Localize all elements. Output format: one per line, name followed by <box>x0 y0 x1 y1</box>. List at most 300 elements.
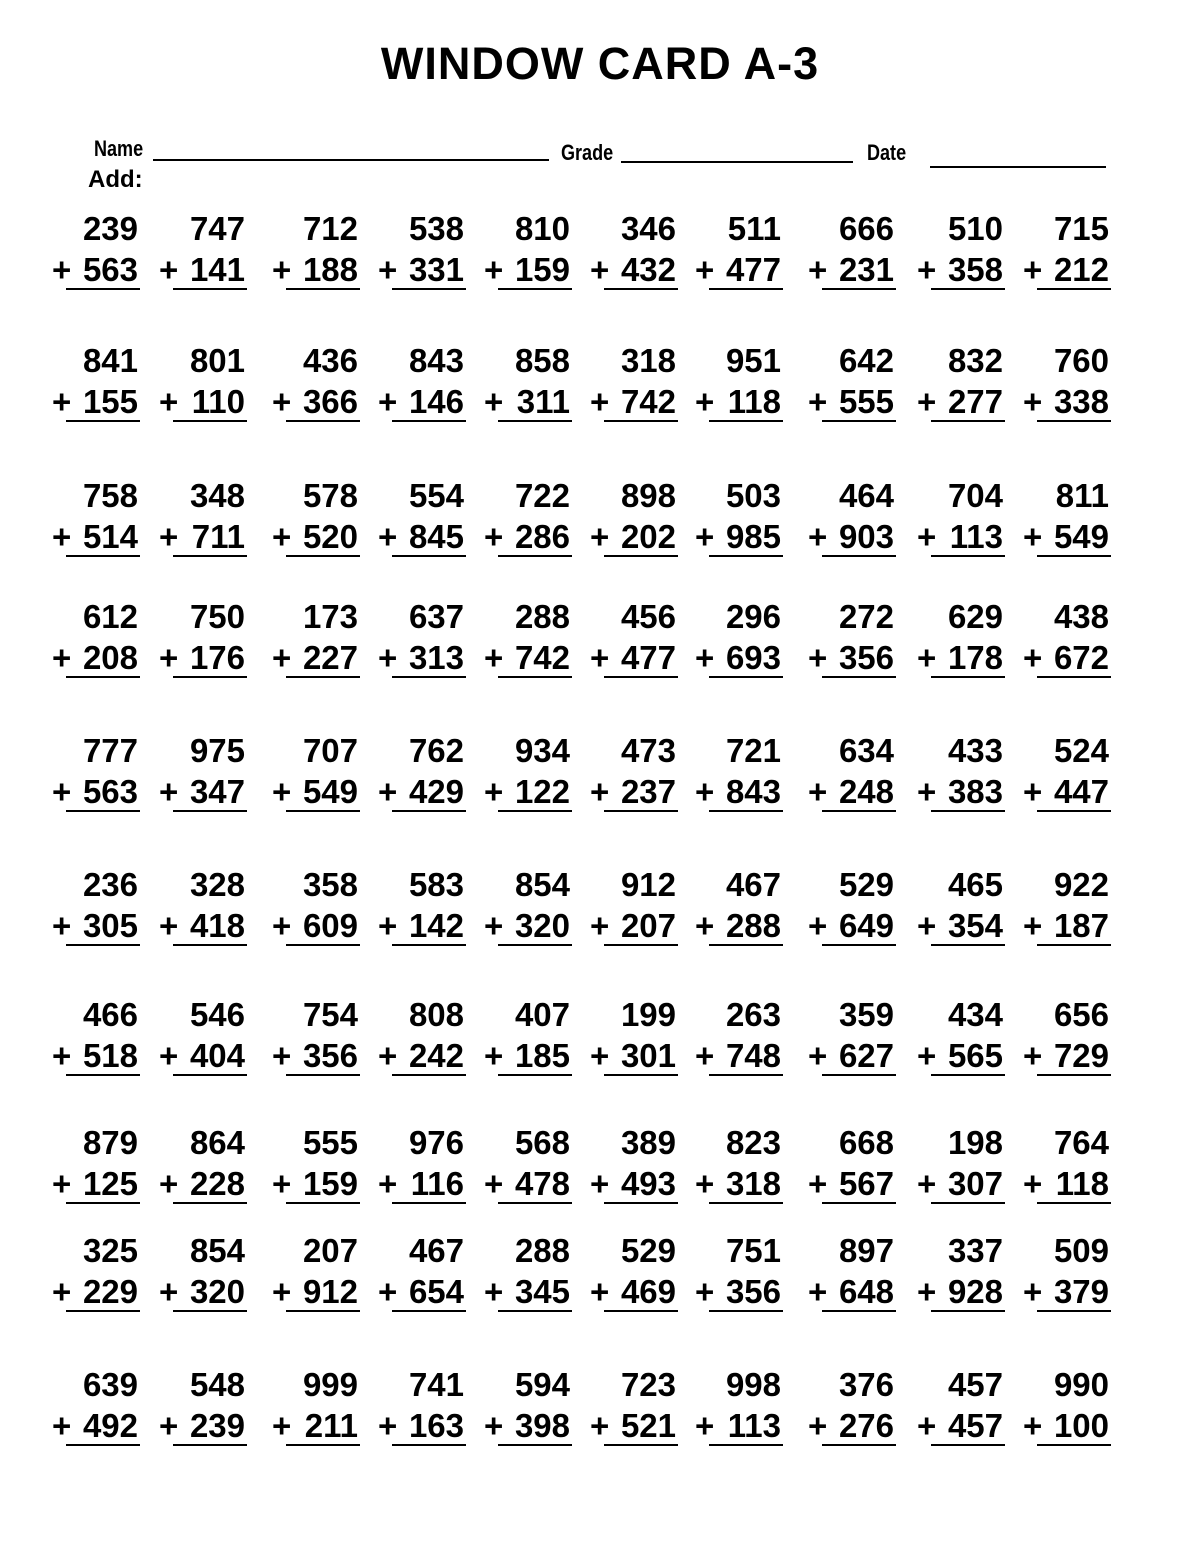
answer-line[interactable] <box>931 676 1005 678</box>
bottom-addend: 549 <box>1053 518 1109 555</box>
bottom-addend: 229 <box>82 1273 138 1310</box>
top-addend: 296 <box>725 598 781 635</box>
plus-sign: + <box>917 1273 937 1310</box>
addition-problem <box>272 1123 360 1209</box>
answer-line[interactable] <box>173 1310 247 1312</box>
answer-line[interactable] <box>498 1074 572 1076</box>
answer-line[interactable] <box>498 555 572 557</box>
addition-problem <box>484 476 572 562</box>
plus-sign: + <box>695 639 715 676</box>
plus-sign: + <box>378 383 398 420</box>
answer-line[interactable] <box>173 676 247 678</box>
answer-line[interactable] <box>173 1074 247 1076</box>
plus-sign: + <box>484 639 504 676</box>
bottom-addend: 338 <box>1053 383 1109 420</box>
plus-sign: + <box>695 518 715 555</box>
answer-line[interactable] <box>822 1444 896 1446</box>
answer-line[interactable] <box>286 944 360 946</box>
addition-problem <box>378 476 466 562</box>
answer-line[interactable] <box>709 944 783 946</box>
plus-sign: + <box>272 907 292 944</box>
plus-sign: + <box>272 1407 292 1444</box>
answer-line[interactable] <box>392 1310 466 1312</box>
plus-sign: + <box>159 1273 179 1310</box>
top-addend: 721 <box>725 732 781 769</box>
answer-line[interactable] <box>66 420 140 422</box>
answer-line[interactable] <box>66 288 140 290</box>
answer-line[interactable] <box>709 1074 783 1076</box>
top-addend: 922 <box>1053 866 1109 903</box>
bottom-addend: 320 <box>189 1273 245 1310</box>
answer-line[interactable] <box>822 944 896 946</box>
answer-line[interactable] <box>498 288 572 290</box>
plus-sign: + <box>484 518 504 555</box>
answer-line[interactable] <box>498 1202 572 1204</box>
top-addend: 198 <box>947 1124 1003 1161</box>
addition-problem <box>484 865 572 951</box>
answer-line[interactable] <box>66 944 140 946</box>
bottom-addend: 155 <box>82 383 138 420</box>
addition-problem <box>52 476 140 562</box>
answer-line[interactable] <box>392 944 466 946</box>
bottom-addend: 178 <box>947 639 1003 676</box>
answer-line[interactable] <box>1037 1202 1111 1204</box>
top-addend: 358 <box>302 866 358 903</box>
plus-sign: + <box>917 907 937 944</box>
addition-problem <box>808 995 896 1081</box>
bottom-addend: 228 <box>189 1165 245 1202</box>
bottom-addend: 383 <box>947 773 1003 810</box>
answer-line[interactable] <box>498 944 572 946</box>
answer-line[interactable] <box>709 810 783 812</box>
answer-line[interactable] <box>931 420 1005 422</box>
top-addend: 898 <box>620 477 676 514</box>
top-addend: 668 <box>838 1124 894 1161</box>
bottom-addend: 742 <box>620 383 676 420</box>
addition-problem <box>159 341 247 427</box>
answer-line[interactable] <box>286 1074 360 1076</box>
bottom-addend: 843 <box>725 773 781 810</box>
addition-problem <box>159 1123 247 1209</box>
answer-line[interactable] <box>173 288 247 290</box>
bottom-addend: 146 <box>408 383 464 420</box>
answer-line[interactable] <box>822 288 896 290</box>
addition-problem <box>484 1365 572 1451</box>
addition-problem <box>378 1365 466 1451</box>
plus-sign: + <box>808 773 828 810</box>
answer-line[interactable] <box>286 555 360 557</box>
top-addend: 473 <box>620 732 676 769</box>
answer-line[interactable] <box>498 676 572 678</box>
answer-line[interactable] <box>604 810 678 812</box>
answer-line[interactable] <box>173 555 247 557</box>
answer-line[interactable] <box>604 555 678 557</box>
addition-problem <box>695 1123 783 1209</box>
bottom-addend: 366 <box>302 383 358 420</box>
bottom-addend: 379 <box>1053 1273 1109 1310</box>
bottom-addend: 469 <box>620 1273 676 1310</box>
top-addend: 288 <box>514 598 570 635</box>
answer-line[interactable] <box>709 420 783 422</box>
answer-line[interactable] <box>286 1202 360 1204</box>
answer-line[interactable] <box>286 810 360 812</box>
bottom-addend: 231 <box>838 251 894 288</box>
bottom-addend: 163 <box>408 1407 464 1444</box>
plus-sign: + <box>272 1037 292 1074</box>
bottom-addend: 318 <box>725 1165 781 1202</box>
bottom-addend: 711 <box>191 518 245 555</box>
bottom-addend: 122 <box>514 773 570 810</box>
plus-sign: + <box>484 1407 504 1444</box>
top-addend: 723 <box>620 1366 676 1403</box>
plus-sign: + <box>378 773 398 810</box>
plus-sign: + <box>272 251 292 288</box>
addition-problem <box>590 597 678 683</box>
addition-problem <box>272 476 360 562</box>
addition-problem <box>272 731 360 817</box>
addition-problem <box>52 209 140 295</box>
top-addend: 263 <box>725 996 781 1033</box>
answer-line[interactable] <box>66 1310 140 1312</box>
addition-problem <box>590 341 678 427</box>
bottom-addend: 311 <box>516 383 570 420</box>
bottom-addend: 648 <box>838 1273 894 1310</box>
plus-sign: + <box>52 1165 72 1202</box>
bottom-addend: 356 <box>838 639 894 676</box>
top-addend: 236 <box>82 866 138 903</box>
plus-sign: + <box>159 773 179 810</box>
answer-line[interactable] <box>709 676 783 678</box>
bottom-addend: 159 <box>302 1165 358 1202</box>
bottom-addend: 404 <box>189 1037 245 1074</box>
plus-sign: + <box>52 773 72 810</box>
answer-line[interactable] <box>392 555 466 557</box>
top-addend: 976 <box>408 1124 464 1161</box>
answer-line[interactable] <box>66 1202 140 1204</box>
top-addend: 858 <box>514 342 570 379</box>
answer-line[interactable] <box>498 420 572 422</box>
answer-line[interactable] <box>931 810 1005 812</box>
plus-sign: + <box>272 639 292 676</box>
plus-sign: + <box>52 251 72 288</box>
answer-line[interactable] <box>822 1310 896 1312</box>
bottom-addend: 113 <box>949 518 1003 555</box>
answer-line[interactable] <box>392 810 466 812</box>
addition-problem <box>695 865 783 951</box>
bottom-addend: 202 <box>620 518 676 555</box>
answer-line[interactable] <box>604 288 678 290</box>
answer-line[interactable] <box>66 810 140 812</box>
top-addend: 998 <box>725 1366 781 1403</box>
answer-line[interactable] <box>709 1444 783 1446</box>
top-addend: 524 <box>1053 732 1109 769</box>
top-addend: 629 <box>947 598 1003 635</box>
top-addend: 639 <box>82 1366 138 1403</box>
addition-problem <box>159 209 247 295</box>
answer-line[interactable] <box>931 1444 1005 1446</box>
answer-line[interactable] <box>604 1310 678 1312</box>
top-addend: 750 <box>189 598 245 635</box>
addition-problem <box>1023 1365 1111 1451</box>
bottom-addend: 567 <box>838 1165 894 1202</box>
addition-problem <box>52 995 140 1081</box>
top-addend: 239 <box>82 210 138 247</box>
answer-line[interactable] <box>1037 810 1111 812</box>
addition-problem <box>695 209 783 295</box>
grade-label: Grade <box>561 140 614 165</box>
answer-line[interactable] <box>66 1074 140 1076</box>
addition-problem <box>52 1365 140 1451</box>
answer-line[interactable] <box>173 420 247 422</box>
bottom-addend: 521 <box>620 1407 676 1444</box>
plus-sign: + <box>808 1407 828 1444</box>
bottom-addend: 141 <box>189 251 245 288</box>
answer-line[interactable] <box>392 676 466 678</box>
answer-line[interactable] <box>173 810 247 812</box>
plus-sign: + <box>272 773 292 810</box>
bottom-addend: 305 <box>82 907 138 944</box>
top-addend: 456 <box>620 598 676 635</box>
answer-line[interactable] <box>66 1444 140 1446</box>
answer-line[interactable] <box>709 1202 783 1204</box>
bottom-addend: 227 <box>302 639 358 676</box>
top-addend: 337 <box>947 1232 1003 1269</box>
answer-line[interactable] <box>604 1444 678 1446</box>
top-addend: 359 <box>838 996 894 1033</box>
plus-sign: + <box>159 251 179 288</box>
addition-problem <box>695 341 783 427</box>
answer-line[interactable] <box>931 288 1005 290</box>
answer-line[interactable] <box>1037 676 1111 678</box>
top-addend: 503 <box>725 477 781 514</box>
answer-line[interactable] <box>1037 288 1111 290</box>
addition-problem <box>695 597 783 683</box>
answer-line[interactable] <box>1037 1310 1111 1312</box>
answer-line[interactable] <box>1037 420 1111 422</box>
answer-line[interactable] <box>822 676 896 678</box>
top-addend: 879 <box>82 1124 138 1161</box>
addition-problem <box>484 1231 572 1317</box>
top-addend: 538 <box>408 210 464 247</box>
bottom-addend: 125 <box>82 1165 138 1202</box>
answer-line[interactable] <box>286 420 360 422</box>
answer-line[interactable] <box>822 1202 896 1204</box>
addition-problem <box>378 1123 466 1209</box>
top-addend: 346 <box>620 210 676 247</box>
answer-line[interactable] <box>822 810 896 812</box>
plus-sign: + <box>1023 251 1043 288</box>
bottom-addend: 492 <box>82 1407 138 1444</box>
bottom-addend: 672 <box>1053 639 1109 676</box>
answer-line[interactable] <box>173 1202 247 1204</box>
bottom-addend: 912 <box>302 1273 358 1310</box>
bottom-addend: 118 <box>727 383 781 420</box>
plus-sign: + <box>484 251 504 288</box>
bottom-addend: 627 <box>838 1037 894 1074</box>
answer-line[interactable] <box>392 1074 466 1076</box>
plus-sign: + <box>159 1407 179 1444</box>
addition-problem <box>52 1231 140 1317</box>
top-addend: 764 <box>1053 1124 1109 1161</box>
plus-sign: + <box>590 639 610 676</box>
answer-line[interactable] <box>604 420 678 422</box>
plus-sign: + <box>808 639 828 676</box>
top-addend: 715 <box>1053 210 1109 247</box>
addition-problem <box>590 1231 678 1317</box>
addition-problem <box>272 597 360 683</box>
plus-sign: + <box>484 773 504 810</box>
answer-line[interactable] <box>66 676 140 678</box>
top-addend: 583 <box>408 866 464 903</box>
addition-problem <box>1023 597 1111 683</box>
bottom-addend: 845 <box>408 518 464 555</box>
top-addend: 897 <box>838 1232 894 1269</box>
answer-line[interactable] <box>931 1074 1005 1076</box>
bottom-addend: 549 <box>302 773 358 810</box>
addition-problem <box>808 731 896 817</box>
plus-sign: + <box>590 518 610 555</box>
bottom-addend: 320 <box>514 907 570 944</box>
top-addend: 760 <box>1053 342 1109 379</box>
addition-problem <box>917 597 1005 683</box>
plus-sign: + <box>52 907 72 944</box>
top-addend: 990 <box>1053 1366 1109 1403</box>
top-addend: 348 <box>189 477 245 514</box>
answer-line[interactable] <box>173 944 247 946</box>
answer-line[interactable] <box>931 555 1005 557</box>
bottom-addend: 207 <box>620 907 676 944</box>
answer-line[interactable] <box>392 288 466 290</box>
answer-line[interactable] <box>286 1310 360 1312</box>
answer-line[interactable] <box>1037 1074 1111 1076</box>
answer-line[interactable] <box>709 288 783 290</box>
plus-sign: + <box>272 1273 292 1310</box>
top-addend: 465 <box>947 866 1003 903</box>
plus-sign: + <box>917 518 937 555</box>
bottom-addend: 142 <box>408 907 464 944</box>
addition-problem <box>808 209 896 295</box>
answer-line[interactable] <box>286 1444 360 1446</box>
bottom-addend: 654 <box>408 1273 464 1310</box>
plus-sign: + <box>378 639 398 676</box>
addition-problem <box>52 1123 140 1209</box>
plus-sign: + <box>590 1407 610 1444</box>
answer-line[interactable] <box>498 1444 572 1446</box>
answer-line[interactable] <box>66 555 140 557</box>
plus-sign: + <box>590 1273 610 1310</box>
answer-line[interactable] <box>286 288 360 290</box>
answer-line[interactable] <box>931 944 1005 946</box>
bottom-addend: 288 <box>725 907 781 944</box>
answer-line[interactable] <box>286 676 360 678</box>
answer-line[interactable] <box>173 1444 247 1446</box>
top-addend: 754 <box>302 996 358 1033</box>
addition-problem <box>378 995 466 1081</box>
plus-sign: + <box>378 1037 398 1074</box>
addition-problem <box>159 731 247 817</box>
plus-sign: + <box>378 1407 398 1444</box>
answer-line[interactable] <box>604 1202 678 1204</box>
addition-problem <box>272 865 360 951</box>
addition-problem <box>1023 209 1111 295</box>
bottom-addend: 928 <box>947 1273 1003 1310</box>
answer-line[interactable] <box>392 1202 466 1204</box>
addition-problem <box>159 1365 247 1451</box>
plus-sign: + <box>695 1273 715 1310</box>
answer-line[interactable] <box>709 555 783 557</box>
top-addend: 747 <box>189 210 245 247</box>
bottom-addend: 729 <box>1053 1037 1109 1074</box>
addition-problem <box>917 341 1005 427</box>
addition-problem <box>695 476 783 562</box>
answer-line[interactable] <box>931 1202 1005 1204</box>
bottom-addend: 457 <box>947 1407 1003 1444</box>
top-addend: 509 <box>1053 1232 1109 1269</box>
addition-problem <box>272 1365 360 1451</box>
answer-line[interactable] <box>392 420 466 422</box>
answer-line[interactable] <box>1037 944 1111 946</box>
answer-line[interactable] <box>604 676 678 678</box>
bottom-addend: 118 <box>1055 1165 1109 1202</box>
bottom-addend: 277 <box>947 383 1003 420</box>
addition-problem <box>159 1231 247 1317</box>
answer-line[interactable] <box>822 555 896 557</box>
bottom-addend: 301 <box>620 1037 676 1074</box>
answer-line[interactable] <box>604 1074 678 1076</box>
plus-sign: + <box>484 383 504 420</box>
bottom-addend: 113 <box>727 1407 781 1444</box>
answer-line[interactable] <box>822 420 896 422</box>
plus-sign: + <box>695 1037 715 1074</box>
addition-problem <box>695 1231 783 1317</box>
answer-line[interactable] <box>1037 1444 1111 1446</box>
answer-line[interactable] <box>392 1444 466 1446</box>
plus-sign: + <box>695 773 715 810</box>
plus-sign: + <box>1023 639 1043 676</box>
answer-line[interactable] <box>931 1310 1005 1312</box>
addition-problem <box>917 209 1005 295</box>
answer-line[interactable] <box>709 1310 783 1312</box>
bottom-addend: 242 <box>408 1037 464 1074</box>
plus-sign: + <box>52 1037 72 1074</box>
bottom-addend: 693 <box>725 639 781 676</box>
name-label: Name <box>94 136 144 161</box>
plus-sign: + <box>1023 1407 1043 1444</box>
addition-problem <box>808 1231 896 1317</box>
answer-line[interactable] <box>822 1074 896 1076</box>
top-addend: 555 <box>302 1124 358 1161</box>
answer-line[interactable] <box>498 1310 572 1312</box>
bottom-addend: 212 <box>1053 251 1109 288</box>
top-addend: 457 <box>947 1366 1003 1403</box>
top-addend: 511 <box>727 210 781 247</box>
answer-line[interactable] <box>604 944 678 946</box>
plus-sign: + <box>378 518 398 555</box>
answer-line[interactable] <box>498 810 572 812</box>
plus-sign: + <box>52 518 72 555</box>
top-addend: 548 <box>189 1366 245 1403</box>
top-addend: 467 <box>725 866 781 903</box>
top-addend: 707 <box>302 732 358 769</box>
bottom-addend: 331 <box>408 251 464 288</box>
plus-sign: + <box>590 383 610 420</box>
top-addend: 642 <box>838 342 894 379</box>
top-addend: 407 <box>514 996 570 1033</box>
addition-problem <box>1023 476 1111 562</box>
answer-line[interactable] <box>1037 555 1111 557</box>
bottom-addend: 447 <box>1053 773 1109 810</box>
top-addend: 433 <box>947 732 1003 769</box>
